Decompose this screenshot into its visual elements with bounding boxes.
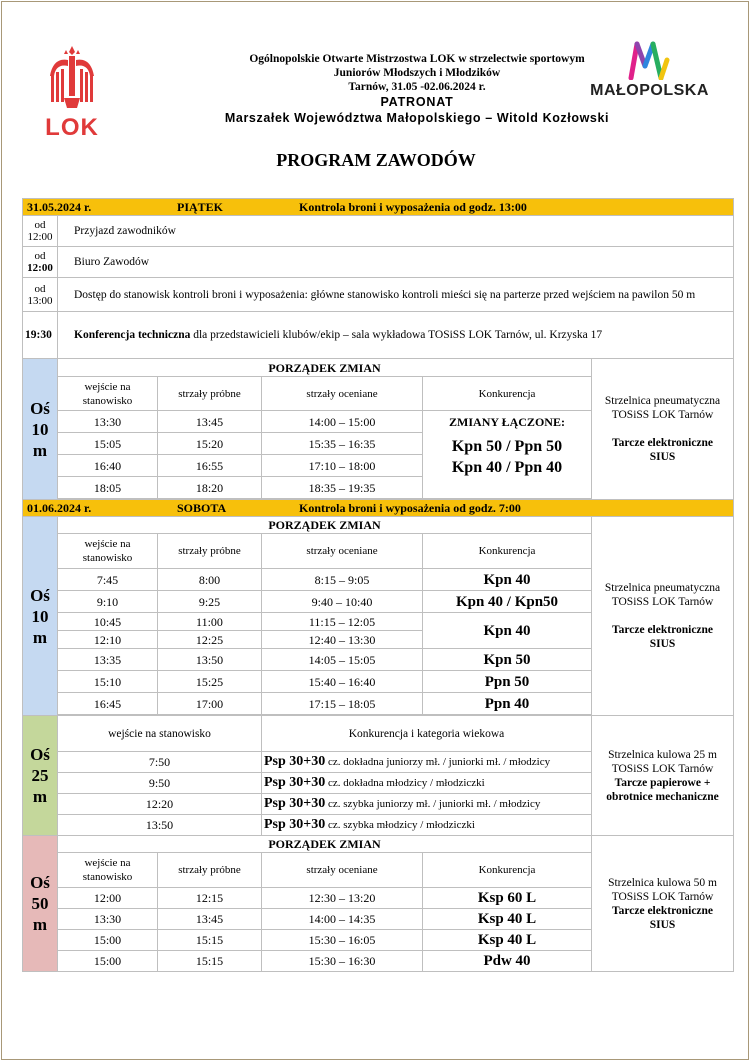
- venue-targets: Tarcze papierowe +: [614, 776, 711, 789]
- cell-konkurencja: Pdw 40: [423, 951, 592, 972]
- day-header-friday: [23, 199, 734, 216]
- venue-cell: [592, 716, 734, 836]
- zmiany-laczone: ZMIANY ŁĄCZONE:: [449, 415, 565, 429]
- cell-probne: 8:00: [158, 569, 262, 591]
- cell-probne: 16:55: [158, 455, 262, 477]
- event-text: Biuro Zawodów: [58, 247, 734, 278]
- cell-wejscie: 12:00: [58, 888, 158, 909]
- day-header-saturday: [23, 500, 734, 517]
- page: [1, 1, 749, 1060]
- cell-probne: 9:25: [158, 591, 262, 613]
- cell-competition: Psp 30+30: [264, 817, 326, 832]
- axis-label: 25: [31, 766, 49, 785]
- cell-probne: 15:25: [158, 671, 262, 693]
- venue-org: TOSiSS LOK Tarnów: [611, 596, 714, 608]
- cell-competition: Psp 30+30: [264, 775, 326, 790]
- cell-konkurencja: Kpn 40: [423, 569, 592, 591]
- patron-name: Marszałek Województwa Małopolskiego – Witold Kozłowski: [224, 111, 610, 125]
- cell-wejscie: 18:05: [58, 477, 158, 499]
- axis-25m: [23, 716, 58, 836]
- axis-label: m: [32, 787, 48, 806]
- event-time-from: od: [34, 282, 46, 295]
- cell-oceniane: 11:15 – 12:05: [262, 613, 423, 631]
- cell-probne: 13:45: [158, 411, 262, 433]
- cell-wejscie: 16:40: [58, 455, 158, 477]
- venue-system: SIUS: [649, 638, 676, 650]
- cell-wejscie: 15:10: [58, 671, 158, 693]
- axis-50m: [23, 836, 58, 972]
- cell-probne: 15:15: [158, 951, 262, 972]
- venue-name: Strzelnica kulowa 25 m: [608, 748, 717, 761]
- venue-targets: Tarcze elektroniczne: [612, 437, 714, 449]
- header-line-2: Juniorów Młodszych i Młodzików: [333, 67, 501, 79]
- venue-system: obrotnice mechaniczne: [606, 790, 719, 803]
- cell-wejscie: 12:10: [58, 631, 158, 649]
- venue-org: TOSiSS LOK Tarnów: [611, 409, 714, 421]
- cell-oceniane: 15:40 – 16:40: [262, 671, 423, 693]
- day-weekday: SOBOTA: [177, 501, 227, 515]
- col-konkurencja: Konkurencja: [423, 534, 592, 569]
- column-headers: [23, 716, 734, 752]
- venue-system: SIUS: [649, 918, 676, 931]
- malopolska-logo-text: MAŁOPOLSKA: [590, 82, 709, 99]
- axis-label: 10: [31, 419, 49, 439]
- event-text: Dostęp do stanowisk kontroli broni i wyposażenia: główne stanowisko kontroli mieści się na parterze przed wejściem na pawilon 50 m: [58, 278, 734, 312]
- patronat-label: PATRONAT: [380, 95, 454, 109]
- axis-label: 50: [31, 894, 49, 913]
- cell-oceniane: 15:30 – 16:30: [262, 951, 423, 972]
- event-row: [23, 216, 734, 247]
- event-time: 12:00: [27, 231, 53, 243]
- day-control: Kontrola broni i wyposażenia od godz. 13:00: [299, 200, 527, 214]
- conference-title: Konferencja techniczna: [74, 329, 191, 341]
- cell-probne: 15:20: [158, 433, 262, 455]
- cell-probne: 18:20: [158, 477, 262, 499]
- col-wejscie-full: wejście na stanowisko: [58, 716, 262, 752]
- event-time: 13:00: [27, 294, 53, 307]
- axis-10m-saturday: [23, 517, 58, 716]
- cell-oceniane: 14:00 – 14:35: [262, 909, 423, 930]
- axis-label: Oś: [30, 585, 50, 605]
- competition-cell: [423, 411, 592, 499]
- header: [192, 52, 642, 127]
- venue-org: TOSiSS LOK Tarnów: [611, 762, 714, 775]
- axis-label: m: [32, 915, 48, 934]
- cell-oceniane: 12:40 – 13:30: [262, 631, 423, 649]
- day-date: 01.06.2024 r.: [27, 501, 92, 515]
- cell-category: cz. dokładna młodzicy / młodziczki: [325, 777, 485, 789]
- cell-oceniane: 17:15 – 18:05: [262, 693, 423, 715]
- cell-konkurencja: Kpn 40: [423, 613, 592, 649]
- competition-1: Kpn 50 / Ppn 50: [451, 438, 563, 455]
- event-time-from: od: [34, 219, 46, 231]
- col-probne: strzały próbne: [158, 853, 262, 888]
- cell-oceniane: 8:15 – 9:05: [262, 569, 423, 591]
- cell-competition: Psp 30+30: [264, 754, 326, 769]
- cell-oceniane: 15:35 – 16:35: [262, 433, 423, 455]
- day-control: Kontrola broni i wyposażenia od godz. 7:00: [299, 501, 521, 515]
- cell-wejscie: 15:05: [58, 433, 158, 455]
- col-wejscie: wejście na stanowisko: [58, 853, 158, 888]
- competition-2: Kpn 40 / Ppn 40: [451, 459, 563, 476]
- conference-time: 19:30: [23, 312, 58, 359]
- cell-konkurencja: Ksp 40 L: [423, 909, 592, 930]
- col-oceniane: strzały oceniane: [262, 377, 423, 411]
- cell-category: cz. szybka juniorzy mł. / juniorki mł. / młodzicy: [325, 798, 541, 810]
- cell-wejscie: 13:35: [58, 649, 158, 671]
- venue-cell: [592, 836, 734, 972]
- venue-cell: [592, 359, 734, 500]
- event-time: 12:00: [27, 262, 53, 274]
- cell-wejscie: 16:45: [58, 693, 158, 715]
- cell-probne: 11:00: [158, 613, 262, 631]
- col-konkurencja: Konkurencja: [423, 377, 592, 411]
- cell-probne: 12:15: [158, 888, 262, 909]
- col-probne: strzały próbne: [158, 534, 262, 569]
- col-konkurencja: Konkurencja: [423, 853, 592, 888]
- axis-label: 10: [31, 606, 49, 626]
- event-text: Przyjazd zawodników: [58, 216, 734, 247]
- venue-targets: Tarcze elektroniczne: [612, 624, 714, 636]
- venue-targets: Tarcze elektroniczne: [612, 904, 714, 917]
- cell-wejscie: 15:00: [58, 930, 158, 951]
- event-row: [23, 278, 734, 312]
- cell-probne: 13:50: [158, 649, 262, 671]
- eagle-icon: [42, 42, 102, 114]
- col-wejscie: wejście na stanowisko: [58, 377, 158, 411]
- cell-oceniane: 18:35 – 19:35: [262, 477, 423, 499]
- cell-konkurencja: Ppn 50: [423, 671, 592, 693]
- venue-name: Strzelnica kulowa 50 m: [608, 876, 717, 889]
- cell-wejscie: 10:45: [58, 613, 158, 631]
- program-table: [22, 198, 734, 972]
- cell-wejscie: 9:50: [58, 773, 262, 794]
- page-title: PROGRAM ZAWODÓW: [276, 150, 476, 170]
- axis-label: m: [32, 440, 48, 460]
- porzadek-zmian-header: PORZĄDEK ZMIAN: [58, 517, 592, 534]
- cell-wejscie: 13:30: [58, 411, 158, 433]
- cell-oceniane: 17:10 – 18:00: [262, 455, 423, 477]
- cell-oceniane: 14:05 – 15:05: [262, 649, 423, 671]
- conference-details: dla przedstawicieli klubów/ekip – sala wykładowa TOSiSS LOK Tarnów, ul. Krzyska 17: [190, 329, 603, 341]
- col-oceniane: strzały oceniane: [262, 534, 423, 569]
- event-row: [23, 247, 734, 278]
- col-konkurencja-kategoria: Konkurencja i kategoria wiekowa: [262, 716, 592, 752]
- cell-oceniane: 15:30 – 16:05: [262, 930, 423, 951]
- col-probne: strzały próbne: [158, 377, 262, 411]
- cell-competition: Psp 30+30: [264, 796, 326, 811]
- header-line-3: Tarnów, 31.05 -02.06.2024 r.: [348, 81, 486, 93]
- cell-probne: 15:15: [158, 930, 262, 951]
- cell-oceniane: 14:00 – 15:00: [262, 411, 423, 433]
- cell-wejscie: 7:50: [58, 752, 262, 773]
- header-line-1: Ogólnopolskie Otwarte Mistrzostwa LOK w strzelectwie sportowym: [249, 53, 585, 65]
- cell-probne: 17:00: [158, 693, 262, 715]
- cell-probne: 12:25: [158, 631, 262, 649]
- cell-wejscie: 9:10: [58, 591, 158, 613]
- lok-logo-text: LOK: [45, 114, 99, 141]
- cell-konkurencja: Kpn 40 / Kpn50: [423, 591, 592, 613]
- cell-wejscie: 13:30: [58, 909, 158, 930]
- cell-category: cz. dokładna juniorzy mł. / juniorki mł. / młodzicy: [325, 756, 551, 768]
- conference-row: [23, 312, 734, 359]
- lok-logo: [42, 42, 102, 146]
- day-weekday: PIĄTEK: [177, 200, 224, 214]
- cell-category: cz. szybka młodzicy / młodziczki: [325, 819, 475, 831]
- event-time-from: od: [34, 250, 46, 262]
- axis-label: Oś: [30, 745, 50, 764]
- venue-cell: [592, 517, 734, 716]
- cell-wejscie: 12:20: [58, 794, 262, 815]
- axis-10m-friday: [23, 359, 58, 500]
- cell-konkurencja: Ksp 60 L: [423, 888, 592, 909]
- axis-label: m: [32, 627, 48, 647]
- venue-org: TOSiSS LOK Tarnów: [611, 890, 714, 903]
- porzadek-zmian-header: PORZĄDEK ZMIAN: [58, 836, 592, 853]
- cell-wejscie: 7:45: [58, 569, 158, 591]
- cell-konkurencja: Kpn 50: [423, 649, 592, 671]
- axis-label: Oś: [30, 873, 50, 892]
- venue-system: SIUS: [649, 451, 676, 463]
- venue-name: Strzelnica pneumatyczna: [604, 395, 721, 407]
- cell-oceniane: 12:30 – 13:20: [262, 888, 423, 909]
- cell-probne: 13:45: [158, 909, 262, 930]
- cell-wejscie: 15:00: [58, 951, 158, 972]
- venue-name: Strzelnica pneumatyczna: [604, 582, 721, 594]
- cell-wejscie: 13:50: [58, 815, 262, 836]
- day-date: 31.05.2024 r.: [27, 200, 92, 214]
- cell-oceniane: 9:40 – 10:40: [262, 591, 423, 613]
- col-oceniane: strzały oceniane: [262, 853, 423, 888]
- cell-konkurencja: Ppn 40: [423, 693, 592, 715]
- porzadek-zmian-header: PORZĄDEK ZMIAN: [58, 359, 592, 377]
- col-wejscie: wejście na stanowisko: [58, 534, 158, 569]
- axis-label: Oś: [30, 398, 50, 418]
- cell-konkurencja: Ksp 40 L: [423, 930, 592, 951]
